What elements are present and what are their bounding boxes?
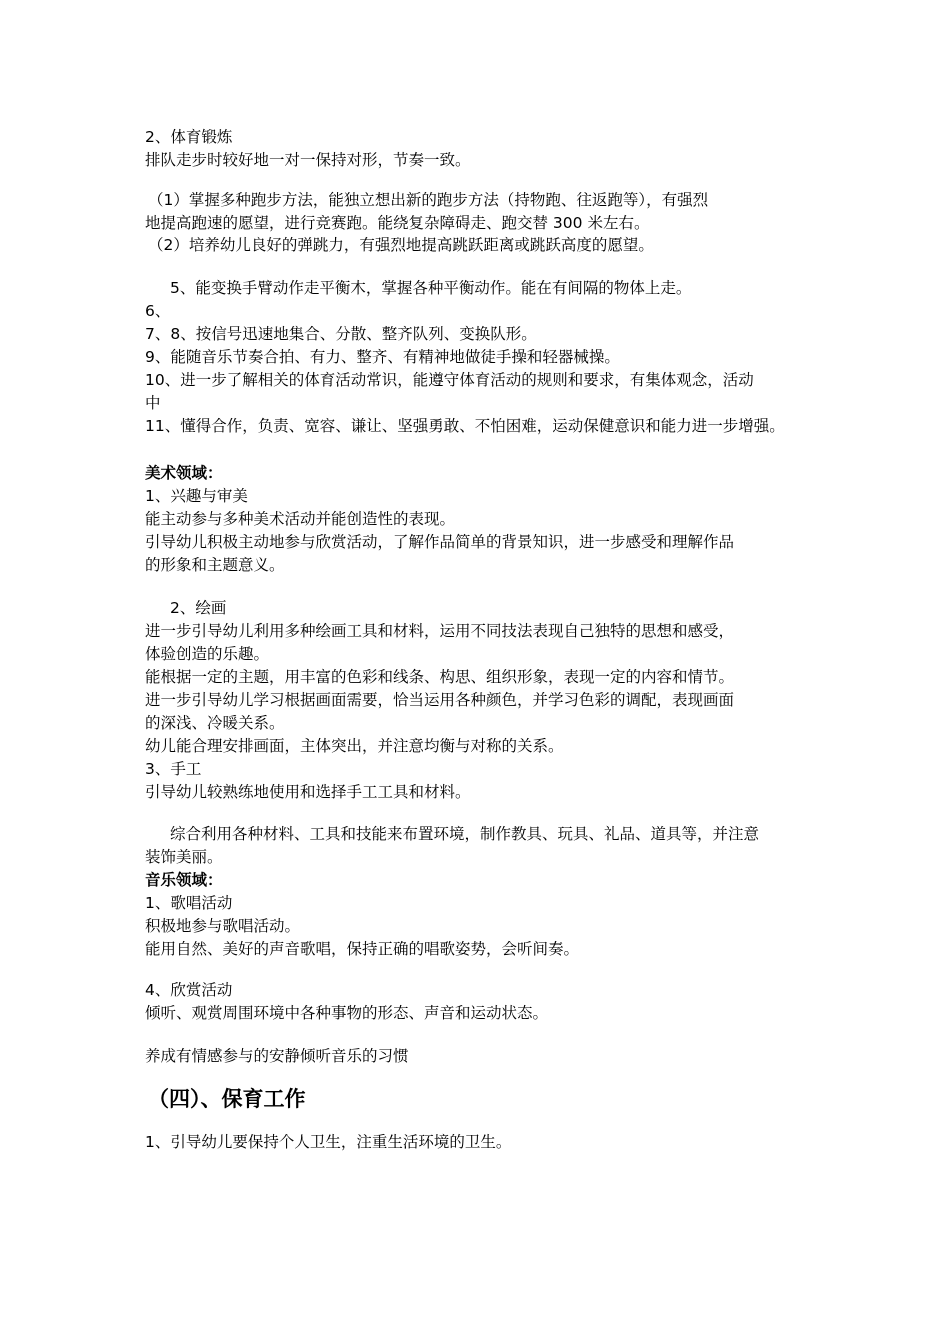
pe-heading: 2、体育锻炼	[145, 128, 233, 146]
text-line: 7、8、按信号迅速地集合、分散、整齐队列、变换队形。	[145, 325, 537, 343]
text-line: 能用自然、美好的声音歌唱，保持正确的唱歌姿势，会听间奏。	[145, 940, 580, 958]
text-line: 的深浅、冷暖关系。	[145, 714, 285, 732]
text-line: 5、能变换手臂动作走平衡木，掌握各种平衡动作。能在有间隔的物体上走。	[170, 279, 692, 297]
text-line: 11、懂得合作，负责、宽容、谦让、坚强勇敢、不怕困难，运动保健意识和能力进一步增强。	[145, 417, 785, 435]
text-line: （1）掌握多种跑步方法，能独立想出新的跑步方法（持物跑、往返跑等），有强烈	[148, 191, 709, 209]
text-line: 体验创造的乐趣。	[145, 645, 270, 663]
art-domain-heading: 美术领域：	[145, 464, 223, 482]
text-line: 进一步引导幼儿利用多种绘画工具和材料，运用不同技法表现自己独特的思想和感受，	[145, 622, 735, 640]
text-line: 2、绘画	[170, 599, 227, 617]
text-line: 能主动参与多种美术活动并能创造性的表现。	[145, 510, 456, 528]
music-domain-heading: 音乐领域：	[145, 871, 223, 889]
text-line: 6、	[145, 302, 171, 320]
text-line: 综合利用各种材料、工具和技能来布置环境，制作教具、玩具、礼品、道具等，并注意	[170, 825, 760, 843]
text-line: 1、引导幼儿要保持个人卫生，注重生活环境的卫生。	[145, 1133, 512, 1151]
text-line: 1、歌唱活动	[145, 894, 233, 912]
text-line: 3、手工	[145, 760, 202, 778]
text-line: 养成有情感参与的安静倾听音乐的习惯	[145, 1047, 409, 1065]
text-line: 进一步引导幼儿学习根据画面需要，恰当运用各种颜色，并学习色彩的调配，表现画面	[145, 691, 735, 709]
text-line: 的形象和主题意义。	[145, 556, 285, 574]
text-line: 装饰美丽。	[145, 848, 223, 866]
text-line: 1、兴趣与审美	[145, 487, 248, 505]
text-line: 地提高跑速的愿望，进行竞赛跑。能绕复杂障碍走、跑交替 300 米左右。	[145, 214, 650, 232]
text-line: 引导幼儿较熟练地使用和选择手工工具和材料。	[145, 783, 471, 801]
section-heading: （四）、保育工作	[148, 1087, 306, 1111]
text-line: 4、欣赏活动	[145, 981, 233, 999]
text-line: 积极地参与歌唱活动。	[145, 917, 301, 935]
text-line: （2）培养幼儿良好的弹跳力，有强烈地提高跳跃距离或跳跃高度的愿望。	[148, 236, 654, 254]
text-line: 能根据一定的主题，用丰富的色彩和线条、构思、组织形象，表现一定的内容和情节。	[145, 668, 735, 686]
text-line: 引导幼儿积极主动地参与欣赏活动，了解作品简单的背景知识，进一步感受和理解作品	[145, 533, 735, 551]
text-line: 9、能随音乐节奏合拍、有力、整齐、有精神地做徒手操和轻器械操。	[145, 348, 620, 366]
text-line: 倾听、观赏周围环境中各种事物的形态、声音和运动状态。	[145, 1004, 549, 1022]
text-line: 幼儿能合理安排画面，主体突出，并注意均衡与对称的关系。	[145, 737, 564, 755]
text-line: 排队走步时较好地一对一保持对形，节奏一致。	[145, 151, 471, 169]
text-line: 10、进一步了解相关的体育活动常识，能遵守体育活动的规则和要求，有集体观念，活动	[145, 371, 754, 389]
text-line: 中	[145, 394, 161, 412]
